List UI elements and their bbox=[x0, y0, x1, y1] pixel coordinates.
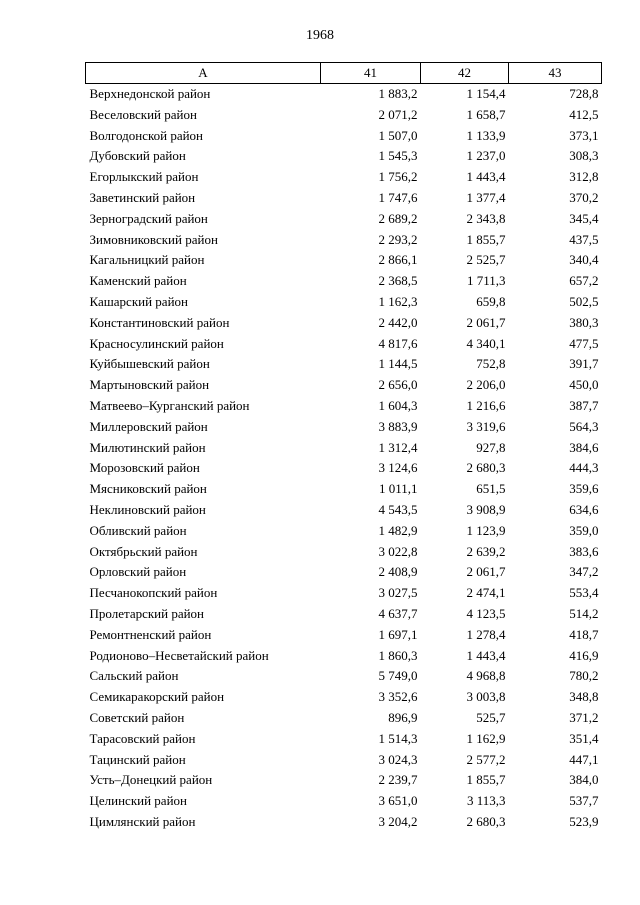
value-41-cell: 3 883,9 bbox=[378, 418, 418, 434]
value-41-cell: 2 442,0 bbox=[378, 314, 418, 330]
table-row bbox=[86, 770, 602, 791]
value-41-cell: 2 656,0 bbox=[378, 377, 418, 393]
value-42-cell: 1 278,4 bbox=[466, 626, 506, 642]
value-43-cell: 384,6 bbox=[569, 439, 599, 455]
table-row bbox=[86, 126, 602, 147]
value-43-cell: 348,8 bbox=[569, 689, 599, 705]
value-42-cell: 1 711,3 bbox=[466, 273, 506, 289]
district-name-cell: Мартыновский район bbox=[89, 377, 210, 393]
data-table bbox=[85, 62, 602, 833]
district-name-cell: Зерноградский район bbox=[89, 210, 208, 226]
value-43-cell: 444,3 bbox=[569, 460, 599, 476]
value-42-cell: 2 525,7 bbox=[466, 252, 506, 268]
value-43-cell: 447,1 bbox=[569, 751, 599, 767]
value-43-cell: 340,4 bbox=[569, 252, 599, 268]
value-41-cell: 896,9 bbox=[388, 709, 418, 725]
district-name-cell: Куйбышевский район bbox=[89, 356, 210, 372]
value-42-cell: 752,8 bbox=[476, 356, 506, 372]
value-42-cell: 3 113,3 bbox=[466, 793, 506, 809]
value-43-cell: 523,9 bbox=[569, 813, 599, 829]
district-name-cell: Семикаракорский район bbox=[89, 689, 225, 705]
value-43-cell: 387,7 bbox=[569, 397, 599, 413]
district-name-cell: Заветинский район bbox=[89, 189, 196, 205]
table-row bbox=[86, 812, 602, 833]
value-42-cell: 2 061,7 bbox=[466, 314, 506, 330]
header-cell-41: 41 bbox=[321, 63, 421, 84]
district-name-cell: Волгодонской район bbox=[89, 127, 204, 143]
district-name-cell: Кашарский район bbox=[89, 293, 188, 309]
value-43-cell: 477,5 bbox=[569, 335, 599, 351]
value-41-cell: 1 514,3 bbox=[378, 730, 418, 746]
table-row bbox=[86, 646, 602, 667]
value-42-cell: 3 003,8 bbox=[466, 689, 506, 705]
value-43-cell: 418,7 bbox=[569, 626, 599, 642]
district-name-cell: Родионово–Несветайский район bbox=[89, 647, 269, 663]
district-name-cell: Мясниковский район bbox=[89, 481, 207, 497]
value-42-cell: 659,8 bbox=[476, 293, 506, 309]
value-43-cell: 412,5 bbox=[569, 106, 599, 122]
value-41-cell: 3 027,5 bbox=[378, 585, 418, 601]
table-row bbox=[86, 230, 602, 251]
value-43-cell: 416,9 bbox=[569, 647, 599, 663]
value-42-cell: 1 216,6 bbox=[466, 397, 506, 413]
value-42-cell: 4 123,5 bbox=[466, 605, 506, 621]
value-43-cell: 359,0 bbox=[569, 522, 599, 538]
value-42-cell: 2 206,0 bbox=[466, 377, 506, 393]
value-42-cell: 2 061,7 bbox=[466, 564, 506, 580]
table-row bbox=[86, 666, 602, 687]
table-row bbox=[86, 271, 602, 292]
value-43-cell: 347,2 bbox=[569, 564, 599, 580]
value-42-cell: 2 639,2 bbox=[466, 543, 506, 559]
district-name-cell: Советский район bbox=[89, 709, 185, 725]
value-43-cell: 537,7 bbox=[569, 793, 599, 809]
value-42-cell: 927,8 bbox=[476, 439, 506, 455]
value-41-cell: 2 239,7 bbox=[378, 772, 418, 788]
value-43-cell: 308,3 bbox=[569, 148, 599, 164]
district-name-cell: Цимлянский район bbox=[89, 813, 196, 829]
value-43-cell: 564,3 bbox=[569, 418, 599, 434]
table-row bbox=[86, 750, 602, 771]
value-41-cell: 1 604,3 bbox=[378, 397, 418, 413]
district-name-cell: Миллеровский район bbox=[89, 418, 208, 434]
value-41-cell: 5 749,0 bbox=[378, 668, 418, 684]
table-row bbox=[86, 791, 602, 812]
value-42-cell: 3 908,9 bbox=[466, 501, 506, 517]
table-row bbox=[86, 146, 602, 167]
table-row bbox=[86, 354, 602, 375]
table-row bbox=[86, 313, 602, 334]
district-name-cell: Константиновский район bbox=[89, 314, 230, 330]
value-43-cell: 370,2 bbox=[569, 189, 599, 205]
district-name-cell: Егорлыкский район bbox=[89, 169, 199, 185]
district-name-cell: Орловский район bbox=[89, 564, 187, 580]
district-name-cell: Красносулинский район bbox=[89, 335, 224, 351]
value-41-cell: 1 697,1 bbox=[378, 626, 418, 642]
value-41-cell: 1 144,5 bbox=[378, 356, 418, 372]
value-43-cell: 728,8 bbox=[569, 86, 599, 101]
value-43-cell: 657,2 bbox=[569, 273, 599, 289]
table-row bbox=[86, 604, 602, 625]
table-row bbox=[86, 396, 602, 417]
value-42-cell: 1 443,4 bbox=[466, 169, 506, 185]
table-row bbox=[86, 417, 602, 438]
table-row bbox=[86, 729, 602, 750]
table-body bbox=[86, 84, 602, 833]
table-row bbox=[86, 583, 602, 604]
value-41-cell: 2 866,1 bbox=[378, 252, 418, 268]
district-name-cell: Матвеево–Курганский район bbox=[89, 397, 250, 413]
value-41-cell: 1 507,0 bbox=[378, 127, 418, 143]
value-41-cell: 2 368,5 bbox=[378, 273, 418, 289]
value-42-cell: 2 680,3 bbox=[466, 813, 506, 829]
district-name-cell: Тацинский район bbox=[89, 751, 186, 767]
district-name-cell: Веселовский район bbox=[89, 106, 197, 122]
value-43-cell: 383,6 bbox=[569, 543, 599, 559]
table-row bbox=[86, 250, 602, 271]
value-43-cell: 345,4 bbox=[569, 210, 599, 226]
value-41-cell: 1 162,3 bbox=[378, 293, 418, 309]
value-41-cell: 4 817,6 bbox=[378, 335, 418, 351]
value-42-cell: 1 658,7 bbox=[466, 106, 506, 122]
value-43-cell: 780,2 bbox=[569, 668, 599, 684]
value-43-cell: 384,0 bbox=[569, 772, 599, 788]
value-42-cell: 1 123,9 bbox=[466, 522, 506, 538]
value-41-cell: 1 883,2 bbox=[378, 86, 418, 101]
header-cell-42: 42 bbox=[421, 63, 509, 84]
value-42-cell: 2 343,8 bbox=[466, 210, 506, 226]
value-42-cell: 1 377,4 bbox=[466, 189, 506, 205]
table-row bbox=[86, 458, 602, 479]
value-41-cell: 3 204,2 bbox=[378, 813, 418, 829]
value-41-cell: 1 482,9 bbox=[378, 522, 418, 538]
value-42-cell: 4 968,8 bbox=[466, 668, 506, 684]
table-row bbox=[86, 438, 602, 459]
value-42-cell: 1 154,4 bbox=[466, 86, 506, 101]
value-41-cell: 2 408,9 bbox=[378, 564, 418, 580]
table-row bbox=[86, 167, 602, 188]
district-name-cell: Сальский район bbox=[89, 668, 179, 684]
value-42-cell: 2 577,2 bbox=[466, 751, 506, 767]
table-row bbox=[86, 209, 602, 230]
value-41-cell: 4 543,5 bbox=[378, 501, 418, 517]
value-41-cell: 3 651,0 bbox=[378, 793, 418, 809]
value-43-cell: 437,5 bbox=[569, 231, 599, 247]
value-41-cell: 1 312,4 bbox=[378, 439, 418, 455]
district-name-cell: Обливский район bbox=[89, 522, 187, 538]
value-41-cell: 3 124,6 bbox=[378, 460, 418, 476]
value-41-cell: 2 689,2 bbox=[378, 210, 418, 226]
table-row bbox=[86, 292, 602, 313]
value-43-cell: 351,4 bbox=[569, 730, 599, 746]
district-name-cell: Дубовский район bbox=[89, 148, 186, 164]
value-41-cell: 2 071,2 bbox=[378, 106, 418, 122]
value-43-cell: 634,6 bbox=[569, 501, 599, 517]
value-43-cell: 450,0 bbox=[569, 377, 599, 393]
table-row bbox=[86, 562, 602, 583]
value-41-cell: 3 352,6 bbox=[378, 689, 418, 705]
header-cell-district: А bbox=[86, 63, 321, 84]
value-41-cell: 1 756,2 bbox=[378, 169, 418, 185]
district-name-cell: Песчанокопский район bbox=[89, 585, 218, 601]
value-42-cell: 2 474,1 bbox=[466, 585, 506, 601]
district-name-cell: Морозовский район bbox=[89, 460, 200, 476]
table-row bbox=[86, 334, 602, 355]
value-42-cell: 651,5 bbox=[476, 481, 506, 497]
district-name-cell: Зимовниковский район bbox=[89, 231, 218, 247]
table-header bbox=[86, 63, 602, 84]
value-42-cell: 1 855,7 bbox=[466, 231, 506, 247]
table-row bbox=[86, 84, 602, 105]
value-41-cell: 1 860,3 bbox=[378, 647, 418, 663]
value-43-cell: 359,6 bbox=[569, 481, 599, 497]
table-row bbox=[86, 479, 602, 500]
value-43-cell: 502,5 bbox=[569, 293, 599, 309]
value-42-cell: 2 680,3 bbox=[466, 460, 506, 476]
value-42-cell: 1 855,7 bbox=[466, 772, 506, 788]
district-name-cell: Тарасовский район bbox=[89, 730, 196, 746]
value-41-cell: 3 024,3 bbox=[378, 751, 418, 767]
value-43-cell: 371,2 bbox=[569, 709, 599, 725]
table-row bbox=[86, 500, 602, 521]
district-name-cell: Октябрьский район bbox=[89, 543, 198, 559]
district-name-cell: Верхнедонской район bbox=[89, 86, 211, 101]
value-42-cell: 4 340,1 bbox=[466, 335, 506, 351]
table-row bbox=[86, 687, 602, 708]
value-43-cell: 391,7 bbox=[569, 356, 599, 372]
district-name-cell: Ремонтненский район bbox=[89, 626, 212, 642]
value-41-cell: 1 747,6 bbox=[378, 189, 418, 205]
page-number: 1968 bbox=[306, 28, 334, 43]
district-name-cell: Каменский район bbox=[89, 273, 187, 289]
table-row bbox=[86, 521, 602, 542]
table-row bbox=[86, 105, 602, 126]
value-41-cell: 2 293,2 bbox=[378, 231, 418, 247]
value-41-cell: 4 637,7 bbox=[378, 605, 418, 621]
table-row bbox=[86, 375, 602, 396]
table-row bbox=[86, 188, 602, 209]
district-name-cell: Неклиновский район bbox=[89, 501, 206, 517]
header-cell-43: 43 bbox=[509, 63, 602, 84]
table-row bbox=[86, 542, 602, 563]
value-42-cell: 525,7 bbox=[476, 709, 506, 725]
value-41-cell: 1 545,3 bbox=[378, 148, 418, 164]
district-name-cell: Пролетарский район bbox=[89, 605, 205, 621]
district-name-cell: Усть–Донецкий район bbox=[89, 772, 213, 788]
value-43-cell: 380,3 bbox=[569, 314, 599, 330]
value-42-cell: 3 319,6 bbox=[466, 418, 506, 434]
value-42-cell: 1 237,0 bbox=[466, 148, 506, 164]
value-42-cell: 1 443,4 bbox=[466, 647, 506, 663]
value-43-cell: 312,8 bbox=[569, 169, 599, 185]
table-row bbox=[86, 625, 602, 646]
value-43-cell: 373,1 bbox=[569, 127, 599, 143]
value-43-cell: 553,4 bbox=[569, 585, 599, 601]
value-41-cell: 3 022,8 bbox=[378, 543, 418, 559]
value-43-cell: 514,2 bbox=[569, 605, 599, 621]
value-41-cell: 1 011,1 bbox=[378, 481, 418, 497]
district-name-cell: Милютинский район bbox=[89, 439, 206, 455]
table-row bbox=[86, 708, 602, 729]
value-42-cell: 1 162,9 bbox=[466, 730, 506, 746]
district-name-cell: Кагальницкий район bbox=[89, 252, 205, 268]
header-row bbox=[86, 63, 602, 84]
district-name-cell: Целинский район bbox=[89, 793, 187, 809]
value-42-cell: 1 133,9 bbox=[466, 127, 506, 143]
